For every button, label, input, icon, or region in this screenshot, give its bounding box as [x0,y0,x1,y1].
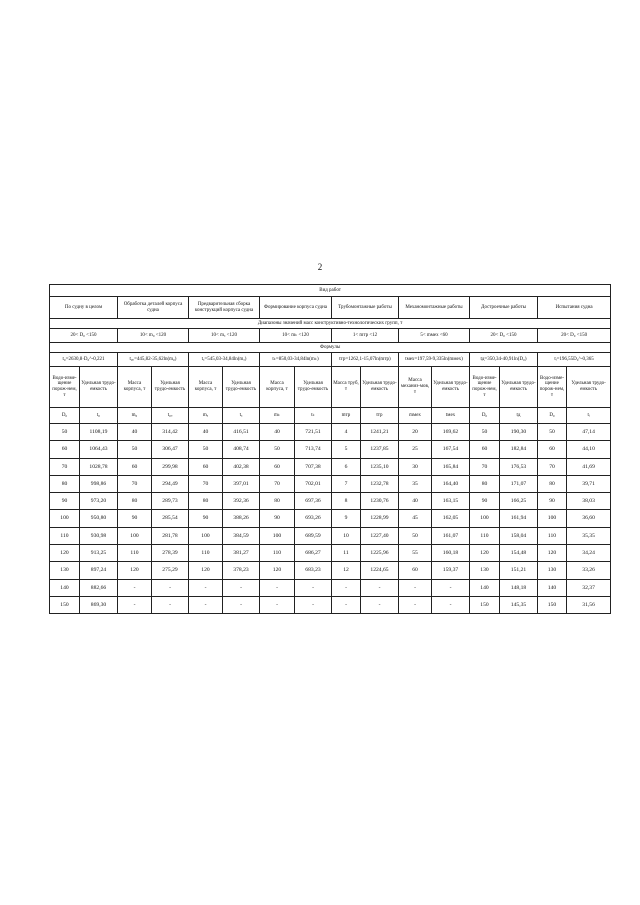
table-cell: 164,40 [432,475,470,492]
table-cell: 120 [189,562,223,579]
table-cell: 281,78 [152,527,189,544]
table-cell: 693,26 [295,510,332,527]
table-cell: 110 [189,545,223,562]
table-cell: 6 [332,458,361,475]
table-cell: 190,30 [500,424,538,441]
table-cell: 100 [118,527,152,544]
table-cell: - [332,596,361,613]
column-header-6: Масса корпуса, т [260,367,295,408]
table-cell: 47,14 [567,424,611,441]
table-cell: 275,29 [152,562,189,579]
section-header-5: Механомонтажные работы [399,297,470,319]
table-cell: 60 [538,441,567,458]
page-number: 2 [317,262,323,272]
table-cell: 120 [470,545,500,562]
table-row [50,596,611,613]
table-cell: 11 [332,545,361,562]
column-symbol-2: m₀ [118,408,152,424]
section-header-4: Трубомонтажные работы [332,297,399,319]
table-cell: 1235,10 [361,458,399,475]
table-cell: 130 [50,562,80,579]
table-row [50,579,611,596]
table-cell: 50 [260,441,295,458]
table-cell: 40 [189,424,223,441]
table-cell: - [223,596,260,613]
table-cell: 158,04 [500,527,538,544]
section-header-3: Формирование корпуса судна [260,297,332,319]
table-cell: 40 [118,424,152,441]
table-cell: 33,26 [567,562,611,579]
table-cell: - [223,579,260,596]
table-cell: 50 [189,441,223,458]
formulas-title: Формулы [50,343,611,353]
column-header-5: Удельная трудо-емкость [223,367,260,408]
table-cell: 165,84 [432,458,470,475]
table-cell: 1064,43 [80,441,118,458]
table-cell: 294,49 [152,475,189,492]
formula-cell-7: tᵢ=196,55D₀^-0,365 [538,353,611,367]
table-cell: 60 [50,441,80,458]
table-cell: - [260,596,295,613]
table-cell: 41,69 [567,458,611,475]
table-cell: 50 [470,424,500,441]
column-header-row [50,367,611,408]
table-cell: 30 [399,458,432,475]
symbol-row [50,408,611,424]
table-cell: 120 [50,545,80,562]
column-header-11: Удельная трудо-емкость [432,367,470,408]
table-cell: 930,98 [80,527,118,544]
table-cell: 120 [538,545,567,562]
ranges-title: Диапазоны значений масс конструктивно-технологических групп, т [50,319,611,329]
column-header-2: Масса корпуса, т [118,367,152,408]
table-cell: 39,71 [567,475,611,492]
table-cell: 34,24 [567,545,611,562]
table-row [50,424,611,441]
table-title: Вид работ [50,285,611,297]
table-cell: - [361,596,399,613]
table-cell: 35 [399,475,432,492]
table-cell: 90 [538,493,567,510]
column-symbol-14: D₀ [538,408,567,424]
table-cell: 9 [332,510,361,527]
table-cell: 289,73 [152,493,189,510]
table-cell: 100 [470,510,500,527]
table-cell: 100 [189,527,223,544]
table-cell: 80 [260,493,295,510]
table-cell: 7 [332,475,361,492]
table-cell: 50 [399,527,432,544]
table-cell: 55 [399,545,432,562]
table-cell: 90 [260,510,295,527]
column-header-7: Удельная трудо-емкость [295,367,332,408]
table-cell: 384,59 [223,527,260,544]
table-cell: 145,35 [500,596,538,613]
table-cell: 60 [399,562,432,579]
table-cell: 381,27 [223,545,260,562]
column-symbol-6: mₖ [260,408,295,424]
table-cell: 40 [399,493,432,510]
column-symbol-9: tтр [361,408,399,424]
table-cell: 5 [332,441,361,458]
table-cell: 60 [260,458,295,475]
table-cell: 150 [470,596,500,613]
table-cell: 1241,21 [361,424,399,441]
table-cell: 80 [189,493,223,510]
table-body [50,285,611,614]
table-cell: 378,23 [223,562,260,579]
table-cell: 50 [538,424,567,441]
table-cell: 140 [538,579,567,596]
table-cell: - [189,596,223,613]
formula-cell-2: tₐ=545,03-34,84ln(mₐ) [189,353,260,367]
formulas-row [50,353,611,367]
range-cell-5: 5< mмех <60 [399,329,470,343]
table-cell: 90 [470,493,500,510]
table-cell: 60 [118,458,152,475]
table-cell: 683,23 [295,562,332,579]
table-cell: 90 [189,510,223,527]
table-cell: 397,01 [223,475,260,492]
table-cell: 689,59 [295,527,332,544]
table-cell: - [295,596,332,613]
table-cell: 169,62 [432,424,470,441]
table-cell: - [295,579,332,596]
table-cell: 306,47 [152,441,189,458]
table-cell: 408,74 [223,441,260,458]
table-cell: - [332,579,361,596]
table-cell: - [118,579,152,596]
column-header-0: Водо-изме-щение порож-нем, т [50,367,80,408]
table-cell: 130 [538,562,567,579]
section-header-6: Достроечные работы [470,297,538,319]
table-cell: 869,30 [80,596,118,613]
table-cell: 1224,65 [361,562,399,579]
column-symbol-10: mмех [399,408,432,424]
table-cell: 32,37 [567,579,611,596]
section-header-2: Предварительная сборка конструкций корпуса судна [189,297,260,319]
table-cell: - [152,596,189,613]
column-header-15: Удельная трудо-емкость [567,367,611,408]
column-symbol-1: t₀ [80,408,118,424]
column-symbol-11: tмех [432,408,470,424]
table-cell: 100 [50,510,80,527]
table-cell: 70 [470,458,500,475]
table-cell: 278,39 [152,545,189,562]
table-cell: 120 [118,562,152,579]
section-header-row [50,297,611,319]
table-cell: - [399,579,432,596]
column-symbol-15: tᵢ [567,408,611,424]
table-cell: 973,20 [80,493,118,510]
range-cell-4: 1< mтр <12 [332,329,399,343]
table-cell: 110 [538,527,567,544]
table-cell: 166,25 [500,493,538,510]
table-cell: 697,36 [295,493,332,510]
table-cell: - [152,579,189,596]
table-cell: 1232,78 [361,475,399,492]
ranges-row [50,329,611,343]
formula-cell-1: t₀ₒ=445,82-35,62ln(m₀) [118,353,189,367]
column-header-1: Удельная трудо-емкость [80,367,118,408]
range-cell-6: 20< D₀ <150 [470,329,538,343]
column-header-9: Удельная трудо-емкость [361,367,399,408]
formula-cell-4: tтр=1262,1-15,07ln(mтр) [332,353,399,367]
table-cell: 31,56 [567,596,611,613]
table-cell: 171,07 [500,475,538,492]
section-header-0: По судну в целом [50,297,118,319]
table-cell: - [361,579,399,596]
table-row [50,527,611,544]
column-symbol-7: tₖ [295,408,332,424]
table-cell: 60 [189,458,223,475]
table-cell: 285,54 [152,510,189,527]
table-cell: 163,15 [432,493,470,510]
table-row [50,458,611,475]
table-cell: 110 [260,545,295,562]
column-header-13: Удельная трудо-емкость [500,367,538,408]
table-cell: 1228,99 [361,510,399,527]
table-cell: 4 [332,424,361,441]
table-cell: 402,38 [223,458,260,475]
table-cell: 80 [50,475,80,492]
range-cell-3: 10< mₖ <120 [260,329,332,343]
column-symbol-8: mтр [332,408,361,424]
table-cell: 721,51 [295,424,332,441]
table-cell: 686,27 [295,545,332,562]
table-cell: 70 [189,475,223,492]
formula-cell-3: tₖ=850,03-34,84ln(mₖ) [260,353,332,367]
table-cell: 110 [470,527,500,544]
table-cell: 10 [332,527,361,544]
table-cell: 90 [50,493,80,510]
table-cell: 707,38 [295,458,332,475]
table-cell: 100 [260,527,295,544]
table-cell: 140 [50,579,80,596]
table-cell: 120 [260,562,295,579]
formula-cell-5: tмех=197,59-9,335ln(mмех) [399,353,470,367]
table-cell: 161,07 [432,527,470,544]
table-cell: 70 [538,458,567,475]
table-row [50,441,611,458]
column-symbol-0: D₀ [50,408,80,424]
section-header-1: Обработка деталей корпуса судна [118,297,189,319]
table-row [50,475,611,492]
formula-cell-6: tд=350,34-40,91ln(D₀) [470,353,538,367]
table-cell: 713,74 [295,441,332,458]
table-row [50,510,611,527]
table-cell: 1028,78 [80,458,118,475]
table-cell: 36,60 [567,510,611,527]
table-cell: 1237,85 [361,441,399,458]
table-cell: 80 [118,493,152,510]
column-symbol-5: tₐ [223,408,260,424]
table-cell: 25 [399,441,432,458]
column-symbol-3: t₀ₒ [152,408,189,424]
table-cell: 388,26 [223,510,260,527]
table-cell: 392,36 [223,493,260,510]
range-cell-1: 10< m₀ <120 [118,329,189,343]
table-cell: 998,86 [80,475,118,492]
labor-intensity-table [49,284,611,614]
table-cell: 897,24 [80,562,118,579]
table-cell: 161,94 [500,510,538,527]
table-cell: - [432,579,470,596]
table-cell: 90 [118,510,152,527]
table-cell: 1227,40 [361,527,399,544]
table-cell: 159,37 [432,562,470,579]
table-cell: 140 [470,579,500,596]
range-cell-2: 10< mₐ <120 [189,329,260,343]
table-cell: 882,66 [80,579,118,596]
table-cell: 1108,19 [80,424,118,441]
column-symbol-13: tд [500,408,538,424]
column-header-3: Удельная трудо-емкость [152,367,189,408]
range-cell-7: 20< D₀ <150 [538,329,611,343]
table-cell: 299,98 [152,458,189,475]
table-cell: 35,35 [567,527,611,544]
section-header-7: Испытания судна [538,297,611,319]
table-cell: 40 [260,424,295,441]
range-cell-0: 20< D₀ <150 [50,329,118,343]
table-cell: 1230,76 [361,493,399,510]
column-header-4: Масса корпуса, т [189,367,223,408]
table-cell: 80 [470,475,500,492]
column-header-8: Масса труб, т [332,367,361,408]
column-header-10: Масса механиз-мов, т [399,367,432,408]
table-cell: 176,53 [500,458,538,475]
table-cell: 60 [470,441,500,458]
table-cell: 50 [50,424,80,441]
table-cell: 8 [332,493,361,510]
table-cell: - [118,596,152,613]
table-cell: 154,48 [500,545,538,562]
table-cell: - [189,579,223,596]
column-header-14: Водо-изме-щение порож-нем, т [538,367,567,408]
table-cell: 100 [538,510,567,527]
table-cell: 160,18 [432,545,470,562]
table-cell: 148,18 [500,579,538,596]
table-cell: 130 [470,562,500,579]
table-cell: - [260,579,295,596]
table-cell: 162,05 [432,510,470,527]
table-cell: 38,03 [567,493,611,510]
table-row [50,493,611,510]
table-cell: 913,25 [80,545,118,562]
table-cell: 70 [118,475,152,492]
table-cell: 70 [50,458,80,475]
table-row [50,545,611,562]
table-cell: 950,80 [80,510,118,527]
table-cell: 416,51 [223,424,260,441]
table-cell: 45 [399,510,432,527]
table-cell: 314,42 [152,424,189,441]
table-cell: 70 [260,475,295,492]
table-cell: 702,01 [295,475,332,492]
table-cell: - [432,596,470,613]
table-cell: 12 [332,562,361,579]
formula-cell-0: t₀=2630,8·D₀^-0,221 [50,353,118,367]
table-cell: 20 [399,424,432,441]
table-cell: 50 [118,441,152,458]
table-cell: 44,10 [567,441,611,458]
table-cell: 1225,96 [361,545,399,562]
table-cell: 110 [50,527,80,544]
table-cell: 151,21 [500,562,538,579]
table-cell: 150 [538,596,567,613]
table-cell: 80 [538,475,567,492]
table-cell: 182,84 [500,441,538,458]
table-row [50,562,611,579]
table-cell: 110 [118,545,152,562]
column-symbol-4: mₐ [189,408,223,424]
table-cell: 150 [50,596,80,613]
column-header-12: Водо-изме-щение порож-нем, т [470,367,500,408]
column-symbol-12: D₀ [470,408,500,424]
table-cell: - [399,596,432,613]
table-cell: 167,54 [432,441,470,458]
